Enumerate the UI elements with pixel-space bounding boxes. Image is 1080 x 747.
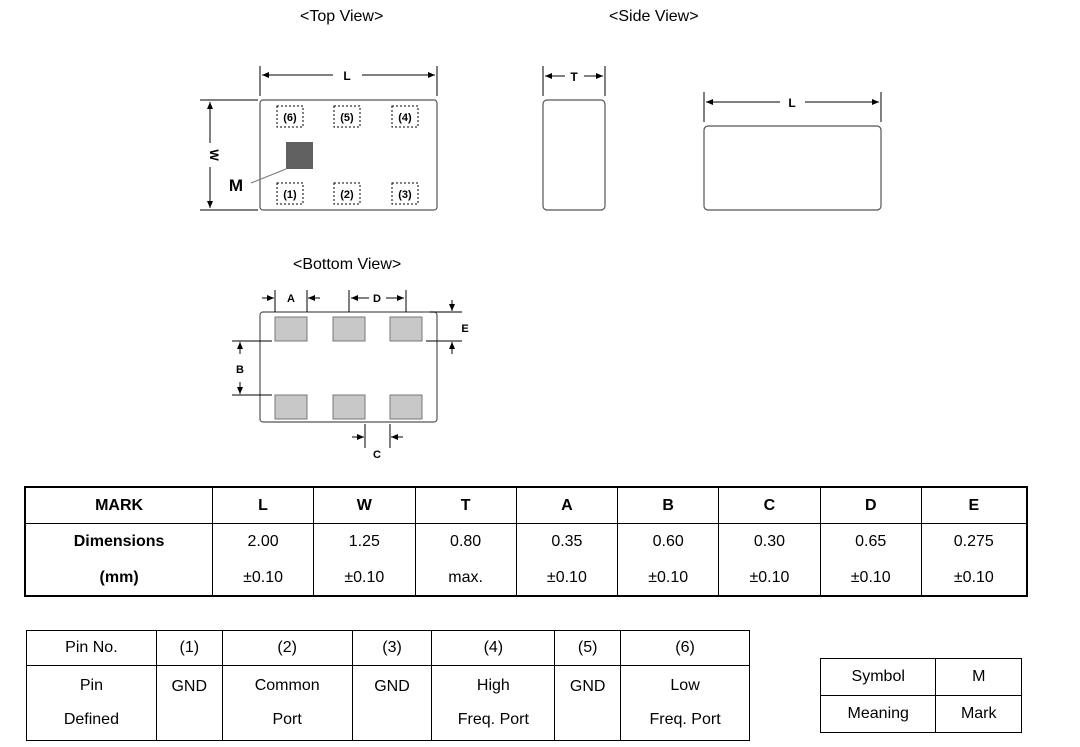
tolerance-w: ±0.10 [313, 560, 415, 596]
pin-5-def: GND [555, 666, 621, 741]
dimensions-table [24, 486, 1028, 597]
pin-4-def [432, 666, 555, 741]
pin-4: (4) [432, 631, 555, 666]
mark-m-label: M [228, 176, 244, 195]
bottom-dim-d-label: D [373, 293, 381, 305]
symbol-table [820, 658, 1022, 733]
pin-6: (6) [621, 631, 750, 666]
symbol-row [821, 659, 1022, 696]
header-e: E [921, 487, 1027, 524]
bottom-pad [390, 395, 422, 419]
tolerance-c: ±0.10 [719, 560, 821, 596]
pin-table [26, 630, 750, 741]
pin-6-def-line1: Low [670, 677, 700, 694]
tolerance-d: ±0.10 [820, 560, 921, 596]
bottom-pad [333, 395, 365, 419]
header-a: A [516, 487, 618, 524]
pin-no-label: Pin No. [27, 631, 157, 666]
bottom-pad [390, 317, 422, 341]
header-b: B [618, 487, 719, 524]
unit-label: (mm) [25, 560, 213, 596]
mark-square [286, 142, 313, 169]
header-c: C [719, 487, 821, 524]
meaning-label: Meaning [821, 696, 936, 733]
bottom-pad [275, 317, 307, 341]
top-dim-w-label: W [207, 149, 221, 161]
pin-number-row [27, 631, 750, 666]
bottom-dim-a-label: A [287, 293, 295, 305]
tolerance-l: ±0.10 [213, 560, 314, 596]
header-t: T [415, 487, 516, 524]
bottom-view [232, 290, 469, 461]
pin-3-def: GND [352, 666, 432, 741]
pad-4-label: (4) [398, 112, 412, 124]
side-view-end-body [543, 100, 605, 210]
pad-3-label: (3) [398, 189, 412, 201]
pin-2-def [222, 666, 352, 741]
tolerance-b: ±0.10 [618, 560, 719, 596]
tolerance-t: max. [415, 560, 516, 596]
bottom-pad [275, 395, 307, 419]
pin-2: (2) [222, 631, 352, 666]
top-dim-l-label: L [343, 69, 351, 83]
tolerance-e: ±0.10 [921, 560, 1027, 596]
pin-6-def [621, 666, 750, 741]
value-a: 0.35 [516, 524, 618, 561]
pin-2-def-line2: Port [272, 711, 302, 728]
pad-2-label: (2) [340, 189, 354, 201]
meaning-value: Mark [936, 696, 1022, 733]
header-w: W [313, 487, 415, 524]
pin-1: (1) [156, 631, 222, 666]
symbol-label: Symbol [821, 659, 936, 696]
bottom-pad [333, 317, 365, 341]
pin-defined-row [27, 666, 750, 741]
dimensions-header-row [25, 487, 1027, 524]
dimensions-value-row [25, 524, 1027, 561]
value-l: 2.00 [213, 524, 314, 561]
meaning-row [821, 696, 1022, 733]
bottom-view-title: <Bottom View> [293, 256, 402, 273]
pin-3: (3) [352, 631, 432, 666]
value-e: 0.275 [921, 524, 1027, 561]
side-view-title: <Side View> [609, 8, 699, 25]
pin-1-def: GND [156, 666, 222, 741]
pin-defined-label [27, 666, 157, 741]
pad-1-label: (1) [283, 189, 297, 201]
dimensions-tolerance-row [25, 560, 1027, 596]
side-view [543, 66, 881, 210]
value-b: 0.60 [618, 524, 719, 561]
bottom-dim-e-label: E [461, 323, 469, 335]
top-view [200, 66, 437, 210]
bottom-dim-c-label: C [373, 449, 381, 461]
value-t: 0.80 [415, 524, 516, 561]
pin-4-def-line2: Freq. Port [457, 711, 529, 728]
pad-5-label: (5) [340, 112, 354, 124]
side-dim-l-label: L [788, 96, 796, 110]
header-l: L [213, 487, 314, 524]
value-c: 0.30 [719, 524, 821, 561]
bottom-dim-b-label: B [236, 364, 244, 376]
header-d: D [820, 487, 921, 524]
side-dim-t-label: T [570, 70, 578, 84]
value-w: 1.25 [313, 524, 415, 561]
pin-6-def-line2: Freq. Port [649, 711, 721, 728]
pad-6-label: (6) [283, 112, 297, 124]
symbol-value: M [936, 659, 1022, 696]
pin-defined-label-line1: Pin [79, 677, 103, 694]
dimensions-label: Dimensions [25, 524, 213, 561]
value-d: 0.65 [820, 524, 921, 561]
pin-defined-label-line2: Defined [63, 711, 119, 728]
pin-4-def-line1: High [476, 677, 510, 694]
tolerance-a: ±0.10 [516, 560, 618, 596]
pin-5: (5) [555, 631, 621, 666]
header-mark: MARK [25, 487, 213, 524]
side-view-long-body [704, 126, 881, 210]
top-view-title: <Top View> [300, 8, 384, 25]
pin-2-def-line1: Common [254, 677, 320, 694]
